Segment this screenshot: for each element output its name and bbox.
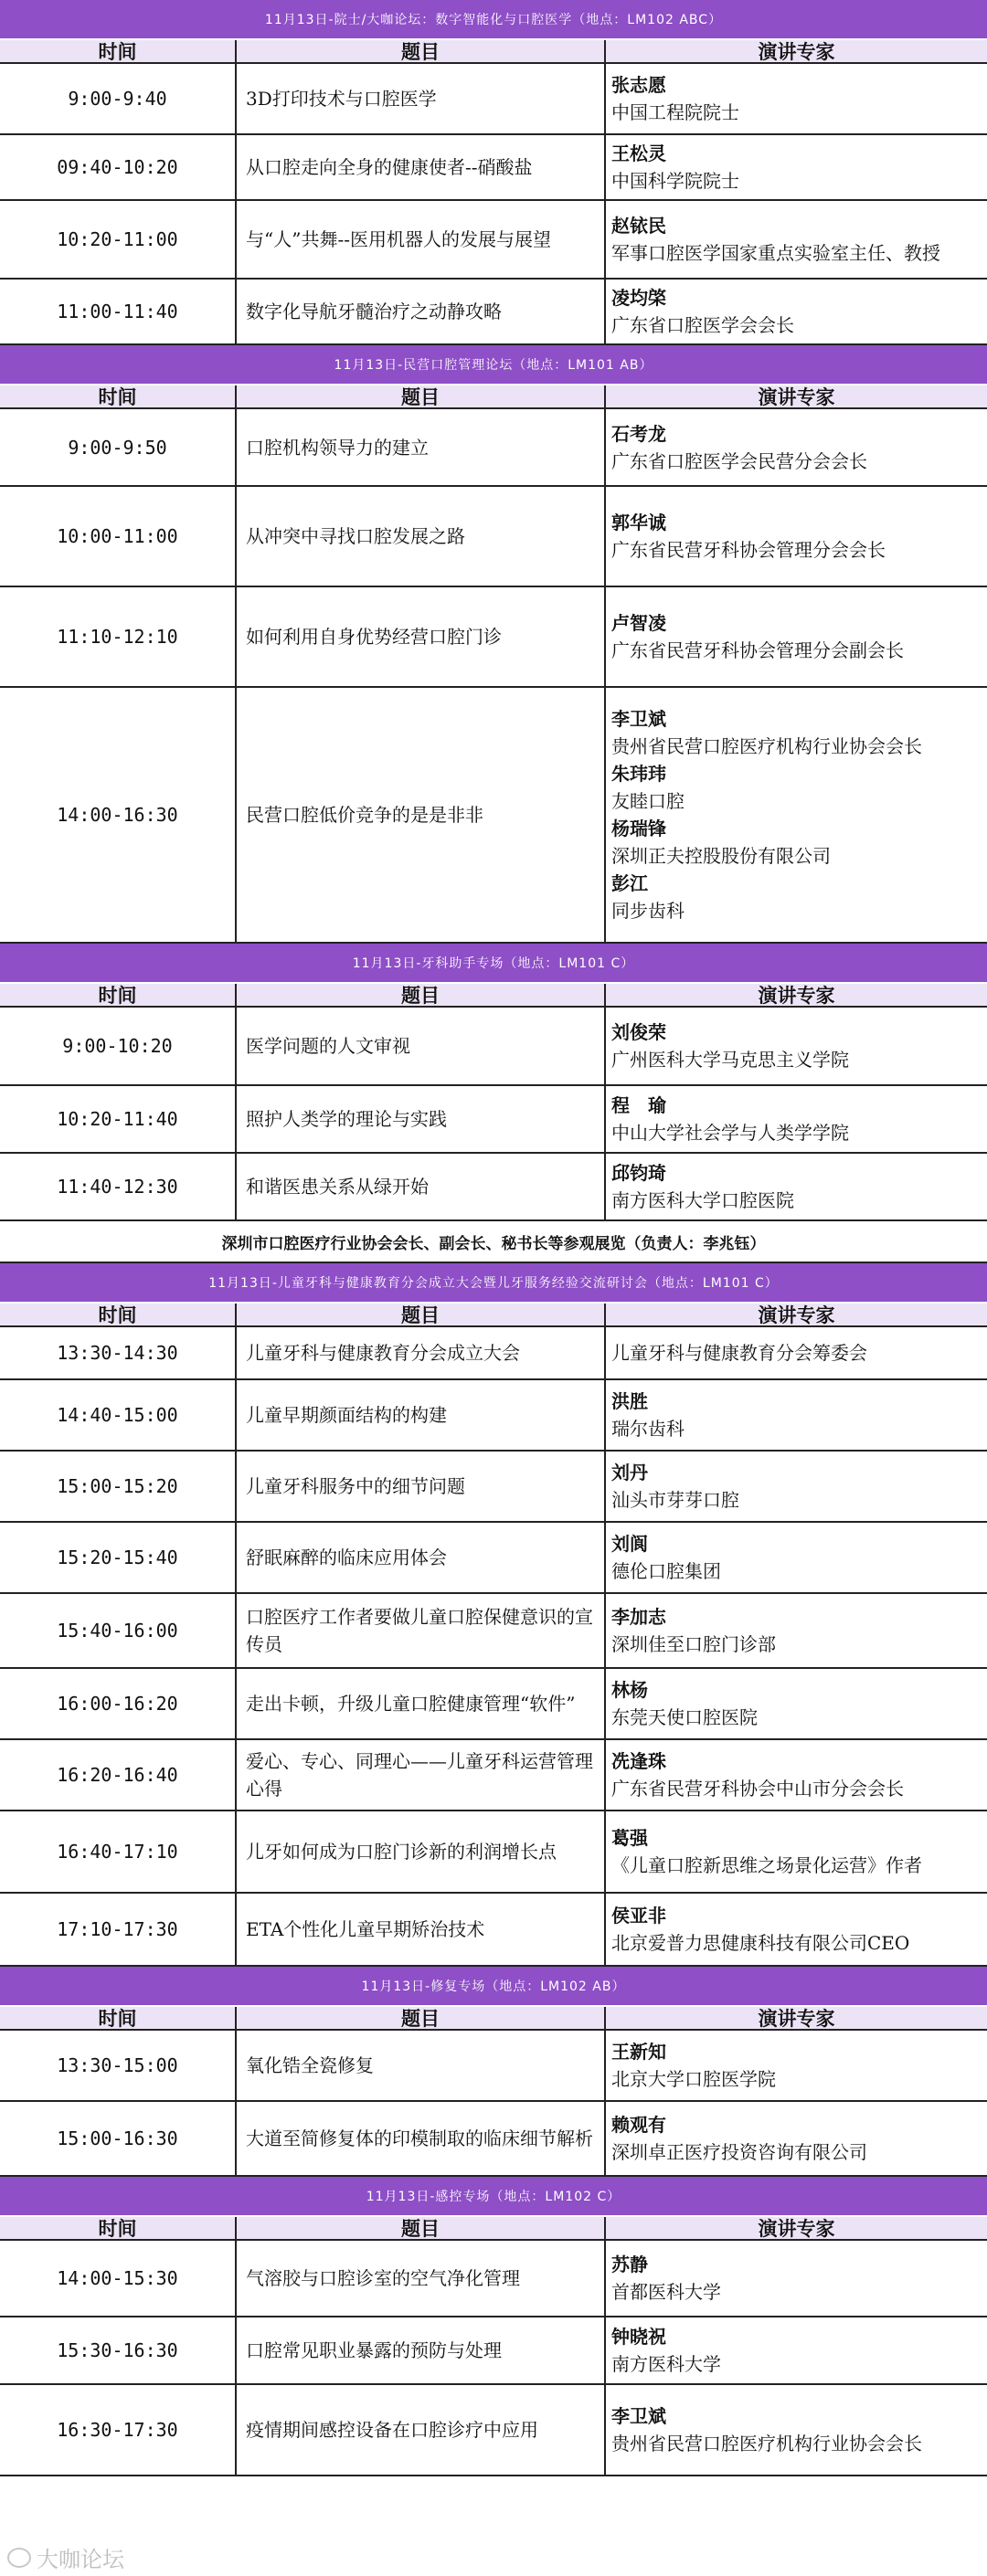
- table-row: [0, 1154, 987, 1221]
- section-title: 11月13日-院士/大咖论坛：数字智能化与口腔医学（地点：LM102 ABC）: [0, 0, 987, 40]
- table-row: [0, 1894, 987, 1967]
- speaker-title: 广东省民营牙科协会中山市分会会长: [611, 1778, 904, 1800]
- speaker-title: 广东省口腔医学会民营分会会长: [611, 449, 867, 472]
- topic-cell: 口腔医疗工作者要做儿童口腔保健意识的宣传员: [237, 1594, 606, 1667]
- header-topic: 题目: [237, 984, 606, 1006]
- speaker-title: 广东省民营牙科协会管理分会会长: [611, 539, 886, 561]
- topic-cell: 氧化锆全瓷修复: [237, 2031, 606, 2100]
- watermark-text: 大咖论坛: [37, 2547, 124, 2572]
- speaker-cell: [606, 1380, 987, 1450]
- speaker-cell: [606, 1894, 987, 1965]
- time-cell: 15:00-15:20: [0, 1452, 237, 1521]
- topic-cell: 儿童早期颜面结构的构建: [237, 1380, 606, 1450]
- speaker-cell: [606, 2031, 987, 2100]
- speaker-name: 葛强: [611, 1827, 648, 1849]
- table-row: [0, 2385, 987, 2476]
- table-row: [0, 1380, 987, 1452]
- speaker-name: 邱钧琦: [611, 1162, 666, 1184]
- time-cell: 14:00-16:30: [0, 688, 237, 942]
- table-header: [0, 40, 987, 64]
- speaker-cell: [606, 64, 987, 133]
- speaker-cell: [606, 201, 987, 278]
- time-cell: 15:40-16:00: [0, 1594, 237, 1667]
- table-row: [0, 1452, 987, 1523]
- speaker-name: 林杨: [611, 1679, 648, 1701]
- topic-cell: 爱心、专心、同理心——儿童牙科运营管理心得: [237, 1740, 606, 1810]
- table-row: [0, 409, 987, 487]
- section-title: 11月13日-儿童牙科与健康教育分会成立大会暨儿牙服务经验交流研讨会（地点：LM101 C）: [0, 1263, 987, 1304]
- speaker-title: 深圳正夫控股股份有限公司: [611, 845, 831, 867]
- header-topic: 题目: [237, 2217, 606, 2239]
- header-speaker: 演讲专家: [758, 1304, 835, 1326]
- header-time: 时间: [0, 1304, 237, 1325]
- watermark: [7, 2541, 124, 2573]
- speaker-title: 友睦口腔: [611, 790, 685, 812]
- topic-cell: 医学问题的人文审视: [237, 1008, 606, 1084]
- speaker-cell: [606, 1154, 987, 1219]
- time-cell: 11:10-12:10: [0, 587, 237, 686]
- topic-cell: 和谐医患关系从绿开始: [237, 1154, 606, 1219]
- time-cell: 10:00-11:00: [0, 487, 237, 586]
- speaker-cell: [606, 1740, 987, 1810]
- topic-cell: 与“人”共舞--医用机器人的发展与展望: [237, 201, 606, 278]
- speaker-name: 李加志: [611, 1606, 666, 1628]
- speaker-name: 赖观有: [611, 2114, 666, 2136]
- speaker-name: 苏静: [611, 2254, 648, 2275]
- speaker-name: 朱玮玮: [611, 763, 666, 785]
- exhibition-notice: 深圳市口腔医疗行业协会会长、副会长、秘书长等参观展览（负责人：李兆钰）: [0, 1221, 987, 1263]
- speaker-cell: [606, 1008, 987, 1084]
- time-cell: 16:00-16:20: [0, 1669, 237, 1738]
- header-time: 时间: [0, 40, 237, 62]
- table-row: [0, 487, 987, 587]
- table-row: [0, 1327, 987, 1380]
- table-row: [0, 135, 987, 201]
- topic-cell: 口腔常见职业暴露的预防与处理: [237, 2317, 606, 2383]
- time-cell: 14:00-15:30: [0, 2241, 237, 2316]
- speaker-title: 广东省民营牙科协会管理分会副会长: [611, 639, 904, 661]
- speaker-cell: [606, 487, 987, 586]
- time-cell: 16:30-17:30: [0, 2385, 237, 2475]
- speaker-name: 李卫斌: [611, 708, 666, 730]
- speaker-cell: [606, 2317, 987, 2383]
- table-row: [0, 1811, 987, 1894]
- header-speaker: 演讲专家: [758, 2008, 835, 2030]
- topic-cell: 如何利用自身优势经营口腔门诊: [237, 587, 606, 686]
- speaker-name: 程 瑜: [611, 1094, 666, 1116]
- time-cell: 11:00-11:40: [0, 280, 237, 343]
- speaker-name: 钟晓祝: [611, 2326, 666, 2348]
- table-row: [0, 1594, 987, 1669]
- session-section: [0, 944, 987, 1263]
- time-cell: 13:30-14:30: [0, 1327, 237, 1378]
- speaker-title: 北京大学口腔医学院: [611, 2068, 776, 2090]
- speaker-title: 儿童牙科与健康教育分会筹委会: [611, 1342, 867, 1364]
- table-header: [0, 385, 987, 409]
- speaker-name: 刘阆: [611, 1533, 648, 1555]
- speaker-name: 李卫斌: [611, 2405, 666, 2427]
- topic-cell: 儿牙如何成为口腔门诊新的利润增长点: [237, 1811, 606, 1892]
- table-row: [0, 2317, 987, 2385]
- speaker-cell: [606, 2385, 987, 2475]
- time-cell: 11:40-12:30: [0, 1154, 237, 1219]
- session-section: [0, 1967, 987, 2177]
- header-topic: 题目: [237, 1304, 606, 1325]
- speaker-title: 首都医科大学: [611, 2281, 721, 2303]
- speaker-cell: [606, 2241, 987, 2316]
- table-row: [0, 2241, 987, 2317]
- topic-cell: 疫情期间感控设备在口腔诊疗中应用: [237, 2385, 606, 2475]
- time-cell: 15:00-16:30: [0, 2102, 237, 2175]
- header-topic: 题目: [237, 2007, 606, 2029]
- speaker-title: 贵州省民营口腔医疗机构行业协会会长: [611, 735, 922, 757]
- speaker-cell: [606, 1086, 987, 1152]
- speaker-title: 德伦口腔集团: [611, 1560, 721, 1582]
- topic-cell: 气溶胶与口腔诊室的空气净化管理: [237, 2241, 606, 2316]
- speaker-title: 瑞尔齿科: [611, 1418, 685, 1440]
- topic-cell: 舒眠麻醉的临床应用体会: [237, 1523, 606, 1592]
- speaker-name: 侯亚非: [611, 1905, 666, 1927]
- header-speaker: 演讲专家: [758, 2218, 835, 2240]
- header-time: 时间: [0, 2007, 237, 2029]
- table-header: [0, 2007, 987, 2031]
- speaker-title: 南方医科大学口腔医院: [611, 1189, 794, 1211]
- time-cell: 15:30-16:30: [0, 2317, 237, 2383]
- table-row: [0, 1008, 987, 1086]
- speaker-name: 张志愿: [611, 74, 666, 96]
- speaker-cell: [606, 2102, 987, 2175]
- session-section: [0, 2177, 987, 2476]
- speaker-title: 军事口腔医学国家重点实验室主任、教授: [611, 242, 940, 264]
- speaker-name: 刘俊荣: [611, 1021, 666, 1043]
- speaker-cell: [606, 1327, 987, 1378]
- weibo-icon: [7, 2548, 31, 2568]
- speaker-name: 凌均棨: [611, 287, 666, 309]
- speaker-name: 杨瑞锋: [611, 818, 666, 839]
- table-row: [0, 1669, 987, 1740]
- topic-cell: 3D打印技术与口腔医学: [237, 64, 606, 133]
- topic-cell: 从冲突中寻找口腔发展之路: [237, 487, 606, 586]
- speaker-cell: [606, 1669, 987, 1738]
- topic-cell: 儿童牙科服务中的细节问题: [237, 1452, 606, 1521]
- table-row: [0, 1740, 987, 1811]
- speaker-name: 卢智凌: [611, 612, 666, 634]
- time-cell: 17:10-17:30: [0, 1894, 237, 1965]
- table-row: [0, 2102, 987, 2177]
- topic-cell: 走出卡顿，升级儿童口腔健康管理“软件”: [237, 1669, 606, 1738]
- topic-cell: 大道至简修复体的印模制取的临床细节解析: [237, 2102, 606, 2175]
- speaker-title: 深圳佳至口腔门诊部: [611, 1633, 776, 1655]
- time-cell: 16:20-16:40: [0, 1740, 237, 1810]
- speaker-title: 汕头市芽芽口腔: [611, 1489, 739, 1511]
- time-cell: 10:20-11:40: [0, 1086, 237, 1152]
- speaker-cell: [606, 409, 987, 485]
- speaker-title: 同步齿科: [611, 900, 685, 922]
- section-title: 11月13日-牙科助手专场（地点：LM101 C）: [0, 944, 987, 984]
- speaker-title: 南方医科大学: [611, 2353, 721, 2375]
- header-time: 时间: [0, 984, 237, 1006]
- table-row: [0, 64, 987, 135]
- speaker-cell: [606, 1594, 987, 1667]
- speaker-name: 彭江: [611, 872, 648, 894]
- speaker-cell: [606, 688, 987, 942]
- topic-cell: 从口腔走向全身的健康使者--硝酸盐: [237, 135, 606, 199]
- topic-cell: 口腔机构领导力的建立: [237, 409, 606, 485]
- section-title: 11月13日-感控专场（地点：LM102 C）: [0, 2177, 987, 2217]
- speaker-name: 冼逢珠: [611, 1750, 666, 1772]
- topic-cell: 数字化导航牙髓治疗之动静攻略: [237, 280, 606, 343]
- table-row: [0, 2031, 987, 2102]
- table-row: [0, 280, 987, 345]
- time-cell: 9:00-9:50: [0, 409, 237, 485]
- time-cell: 09:40-10:20: [0, 135, 237, 199]
- speaker-title: 北京爱普力思健康科技有限公司CEO: [611, 1932, 910, 1954]
- session-section: [0, 1263, 987, 1967]
- time-cell: 14:40-15:00: [0, 1380, 237, 1450]
- time-cell: 16:40-17:10: [0, 1811, 237, 1892]
- speaker-name: 王松灵: [611, 143, 666, 164]
- speaker-name: 王新知: [611, 2041, 666, 2063]
- header-topic: 题目: [237, 40, 606, 62]
- session-section: [0, 0, 987, 345]
- speaker-title: 《儿童口腔新思维之场景化运营》作者: [611, 1854, 922, 1876]
- table-header: [0, 1304, 987, 1327]
- speaker-title: 东莞天使口腔医院: [611, 1706, 758, 1728]
- section-title: 11月13日-修复专场（地点：LM102 AB）: [0, 1967, 987, 2007]
- table-row: [0, 688, 987, 944]
- speaker-title: 中山大学社会学与人类学学院: [611, 1122, 849, 1144]
- header-speaker: 演讲专家: [758, 985, 835, 1007]
- section-title: 11月13日-民营口腔管理论坛（地点：LM101 AB）: [0, 345, 987, 385]
- speaker-title: 广州医科大学马克思主义学院: [611, 1049, 849, 1071]
- header-time: 时间: [0, 2217, 237, 2239]
- speaker-title: 中国科学院院士: [611, 170, 739, 192]
- session-section: [0, 345, 987, 944]
- topic-cell: 照护人类学的理论与实践: [237, 1086, 606, 1152]
- table-row: [0, 1523, 987, 1594]
- speaker-cell: [606, 1811, 987, 1892]
- table-header: [0, 2217, 987, 2241]
- table-header: [0, 984, 987, 1008]
- speaker-cell: [606, 135, 987, 199]
- speaker-cell: [606, 280, 987, 343]
- header-speaker: 演讲专家: [758, 41, 835, 63]
- speaker-title: 贵州省民营口腔医疗机构行业协会会长: [611, 2433, 922, 2455]
- time-cell: 15:20-15:40: [0, 1523, 237, 1592]
- time-cell: 9:00-9:40: [0, 64, 237, 133]
- speaker-cell: [606, 1523, 987, 1592]
- table-row: [0, 201, 987, 280]
- header-speaker: 演讲专家: [758, 386, 835, 408]
- speaker-name: 赵铱民: [611, 215, 666, 237]
- topic-cell: ETA个性化儿童早期矫治技术: [237, 1894, 606, 1965]
- topic-cell: 民营口腔低价竞争的是是非非: [237, 688, 606, 942]
- speaker-title: 深圳卓正医疗投资咨询有限公司: [611, 2141, 867, 2163]
- time-cell: 10:20-11:00: [0, 201, 237, 278]
- speaker-cell: [606, 587, 987, 686]
- speaker-title: 广东省口腔医学会会长: [611, 314, 794, 336]
- time-cell: 13:30-15:00: [0, 2031, 237, 2100]
- speaker-name: 郭华诚: [611, 512, 666, 533]
- speaker-cell: [606, 1452, 987, 1521]
- header-time: 时间: [0, 385, 237, 407]
- topic-cell: 儿童牙科与健康教育分会成立大会: [237, 1327, 606, 1378]
- table-row: [0, 587, 987, 688]
- time-cell: 9:00-10:20: [0, 1008, 237, 1084]
- speaker-title: 中国工程院院士: [611, 101, 739, 123]
- header-topic: 题目: [237, 385, 606, 407]
- speaker-name: 洪胜: [611, 1390, 648, 1412]
- speaker-name: 刘丹: [611, 1462, 648, 1483]
- speaker-name: 石考龙: [611, 422, 666, 445]
- table-row: [0, 1086, 987, 1154]
